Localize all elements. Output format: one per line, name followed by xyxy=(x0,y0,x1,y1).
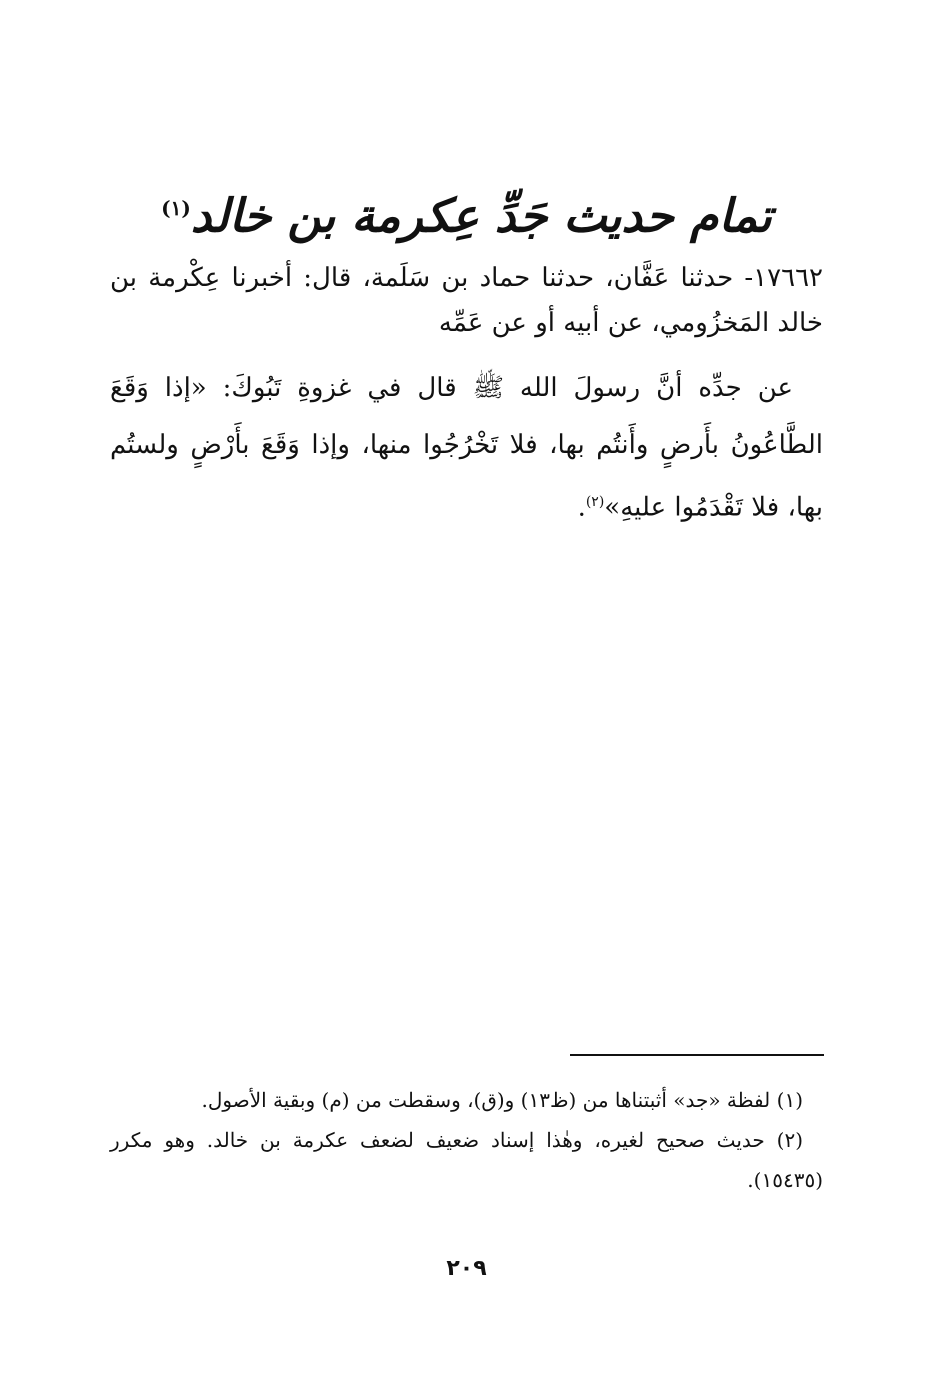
footnote-2: (٢) حديث صحيح لغيره، وهٰذا إسناد ضعيف لضعف عكرمة بن خالد. وهو مكرر (١٥٤٣٥). xyxy=(110,1128,823,1192)
footnote-1: (١) لفظة «جد» أثبتناها من (ظ١٣) و(ق)، وسقطت من (م) وبقية الأصول. xyxy=(201,1088,803,1112)
hadith-matn: عن جدِّه أنَّ رسولَ الله ﷺ قال في غزوةِ تَبُوكَ: «إذا وَقَعَ الطَّاعُونُ بأَرضٍ وأَنتُم بها، فلا تَخْرُجُوا منها، وإذا وَقَعَ بأَرْضٍ ولستُم بها، فلا تَقْدَمُوا عليهِ» xyxy=(110,373,823,523)
chapter-title-note-mark: (١) xyxy=(161,196,191,220)
footnote-ref-2: (٢) xyxy=(585,494,605,510)
chapter-title xyxy=(110,168,823,255)
chapter-title-text: تمام حديث جَدِّ عِكرمة بن خالد xyxy=(190,188,772,243)
footnote-separator xyxy=(570,1054,824,1056)
page-number: ٢٠٩ xyxy=(446,1256,487,1281)
footnotes xyxy=(110,1080,823,1200)
matn-end-punct: . xyxy=(577,492,586,523)
hadith-isnad: ١٧٦٦٢- حدثنا عَفَّان، حدثنا حماد بن سَلَمة، قال: أخبرنا عِكْرمة بن خالد المَخزُومي، عن أبيه أو عن عَمِّه xyxy=(110,263,823,338)
hadith-matn-block xyxy=(110,360,823,537)
